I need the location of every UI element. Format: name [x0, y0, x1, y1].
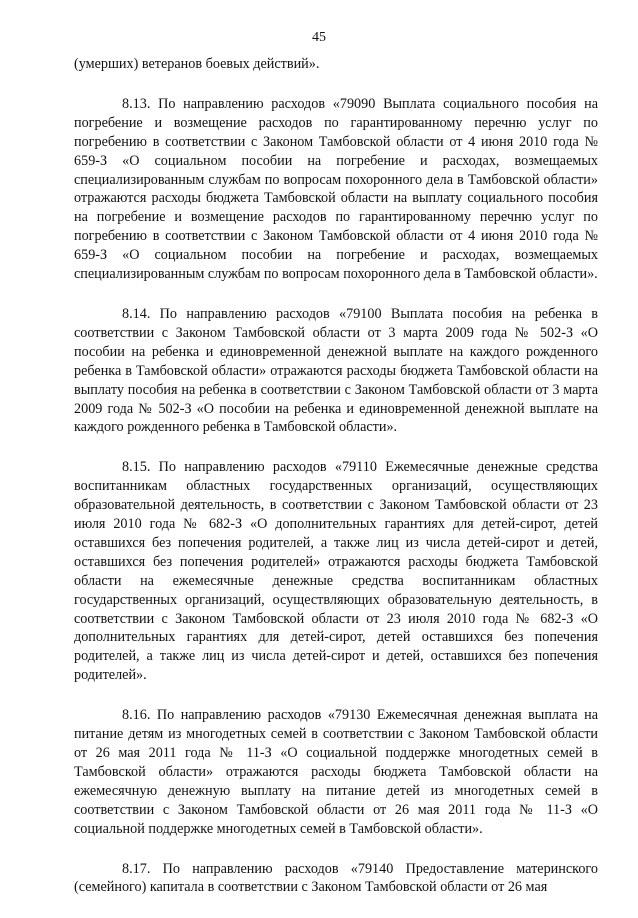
lead-line: (умерших) ветеранов боевых действий».	[74, 56, 320, 72]
paragraph-8-13: 8.13. По направлению расходов «79090 Выплата социального пособия на погребение и возмещение расходов по гарантированному перечню услуг по погребению в соответствии с Законом Тамбовской области от 4 июня 2010 года № 659-З «О социальном пособии на погребение и расходах, возмещаемых специализированным службам по вопросам похоронного дела в Тамбовской области» отражаются расходы бюджета Тамбовской области на выплату социального пособия на погребение и возмещение расходов по гарантированному перечню услуг по погребению в соответствии с Законом Тамбовской области от 4 июня 2010 года № 659-З «О социальном пособии на погребение и расходах, возмещаемых специализированным службам по вопросам похоронного дела в Тамбовской области».	[74, 95, 598, 283]
page-number: 45	[312, 30, 326, 45]
paragraph-8-16: 8.16. По направлению расходов «79130 Ежемесячная денежная выплата на питание детям из многодетных семей в соответствии с Законом Тамбовской области от 26 мая 2011 года № 11-З «О социальной поддержке многодетных семей в Тамбовской области» отражаются расходы бюджета Тамбовской области на ежемесячную денежную выплату на питание детей из многодетных семей в соответствии с Законом Тамбовской области от 26 мая 2011 года № 11-З «О социальной поддержке многодетных семей в Тамбовской области».	[74, 707, 598, 837]
paragraph-8-17: 8.17. По направлению расходов «79140 Предоставление материнского (семейного) капитала в соответствии с Законом Тамбовской области от 26 мая	[74, 860, 598, 896]
paragraph-8-15: 8.15. По направлению расходов «79110 Ежемесячные денежные средства воспитанникам областных государственных организаций, осуществляющих образовательной деятельность, в соответствии с Законом Тамбовской области от 23 июля 2010 года № 682-З «О дополнительных гарантиях для детей-сирот, детей оставшихся без попечения родителей, а также лиц из числа детей-сирот и детей, оставшихся без попечения родителей» отражаются расходы бюджета Тамбовской области на ежемесячные денежные средства воспитанникам областных государственных организаций, осуществляющих образовательную деятельность, в соответствии с Законом Тамбовской области от 23 июля 2010 года № 682-З «О дополнительных гарантиях для детей-сирот, детей оставшихся без попечения родителей, а также лиц из числа детей-сирот и детей, оставшихся без попечения родителей».	[74, 459, 598, 684]
paragraph-8-14: 8.14. По направлению расходов «79100 Выплата пособия на ребенка в соответствии с Законом Тамбовской области от 3 марта 2009 года № 502-З «О пособии на ребенка и единовременной денежной выплате на каждого рожденного ребенка в Тамбовской области» отражаются расходы бюджета Тамбовской области на выплату пособия на ребенка в соответствии с Законом Тамбовской области от 3 марта 2009 года № 502-З «О пособии на ребенка и единовременной денежной выплате на каждого рожденного ребенка в Тамбовской области».	[74, 305, 598, 436]
document-body	[74, 55, 598, 918]
